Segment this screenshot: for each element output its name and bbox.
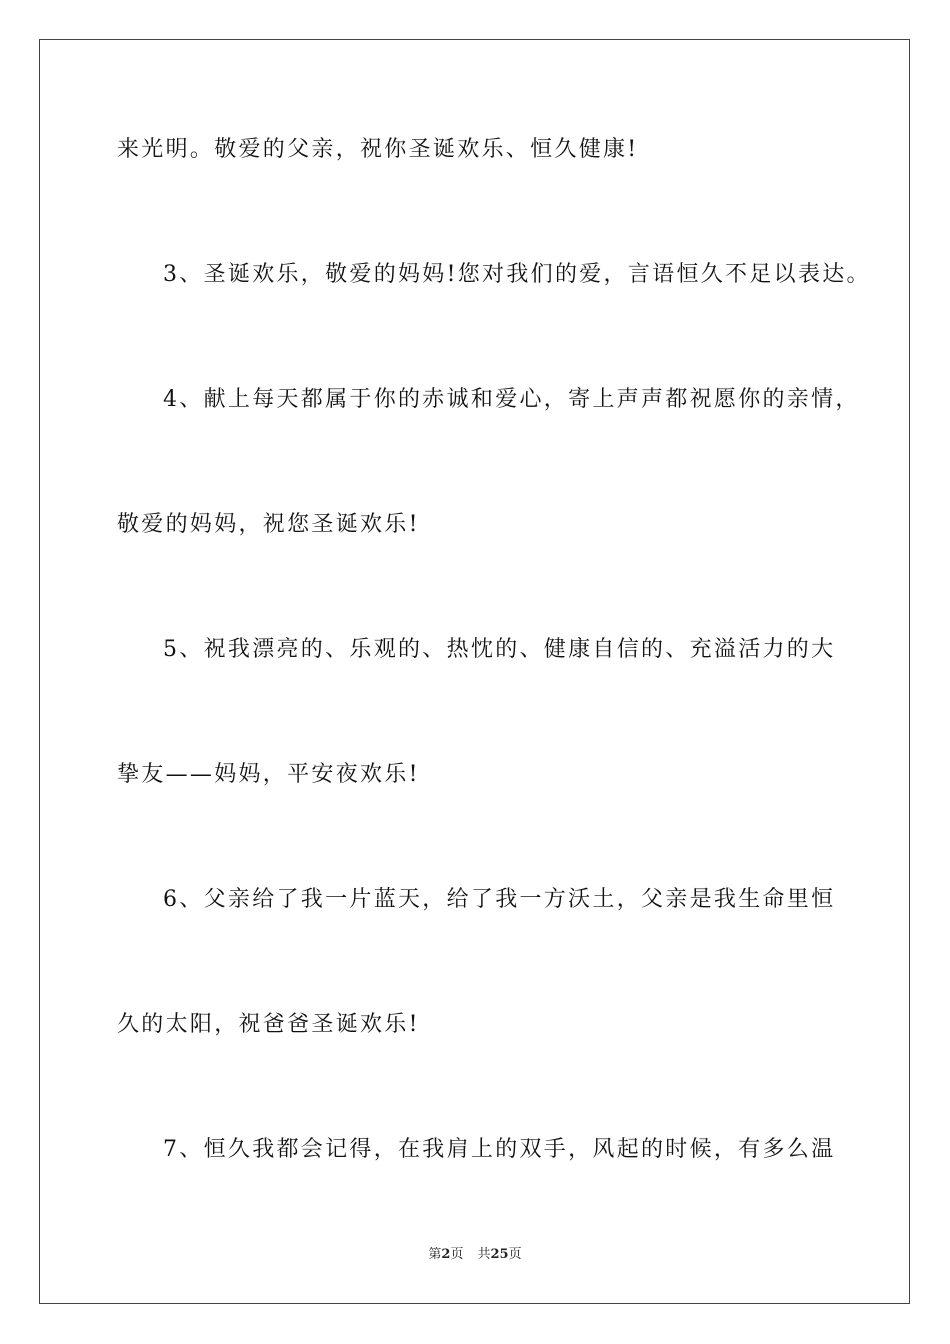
page-footer bbox=[0, 1246, 950, 1264]
total-suffix: 页 bbox=[508, 1247, 522, 1262]
text-line: 敬爱的妈妈，祝您圣诞欢乐! bbox=[117, 512, 420, 537]
total-page-count: 25 bbox=[490, 1247, 509, 1262]
text-line: 3、圣诞欢乐，敬爱的妈妈!您对我们的爱，言语恒久不足以表达。 bbox=[163, 262, 871, 287]
text-line: 6、父亲给了我一片蓝天，给了我一方沃土，父亲是我生命里恒 bbox=[163, 887, 836, 912]
total-prefix: 共 bbox=[477, 1247, 491, 1262]
text-line: 7、恒久我都会记得，在我肩上的双手，风起的时候，有多么温 bbox=[163, 1137, 836, 1162]
text-line: 5、祝我漂亮的、乐观的、热忱的、健康自信的、充溢活力的大 bbox=[163, 637, 836, 662]
text-line: 来光明。敬爱的父亲，祝你圣诞欢乐、恒久健康! bbox=[117, 137, 639, 162]
text-line: 挚友——妈妈，平安夜欢乐! bbox=[117, 762, 420, 787]
current-page-number: 2 bbox=[441, 1247, 451, 1262]
page-prefix: 第 bbox=[428, 1247, 442, 1262]
text-line: 久的太阳，祝爸爸圣诞欢乐! bbox=[117, 1012, 420, 1037]
text-line: 4、献上每天都属于你的赤诚和爱心，寄上声声都祝愿你的亲情， bbox=[163, 387, 860, 412]
page-border bbox=[39, 39, 910, 1304]
page-suffix: 页 bbox=[450, 1247, 464, 1262]
